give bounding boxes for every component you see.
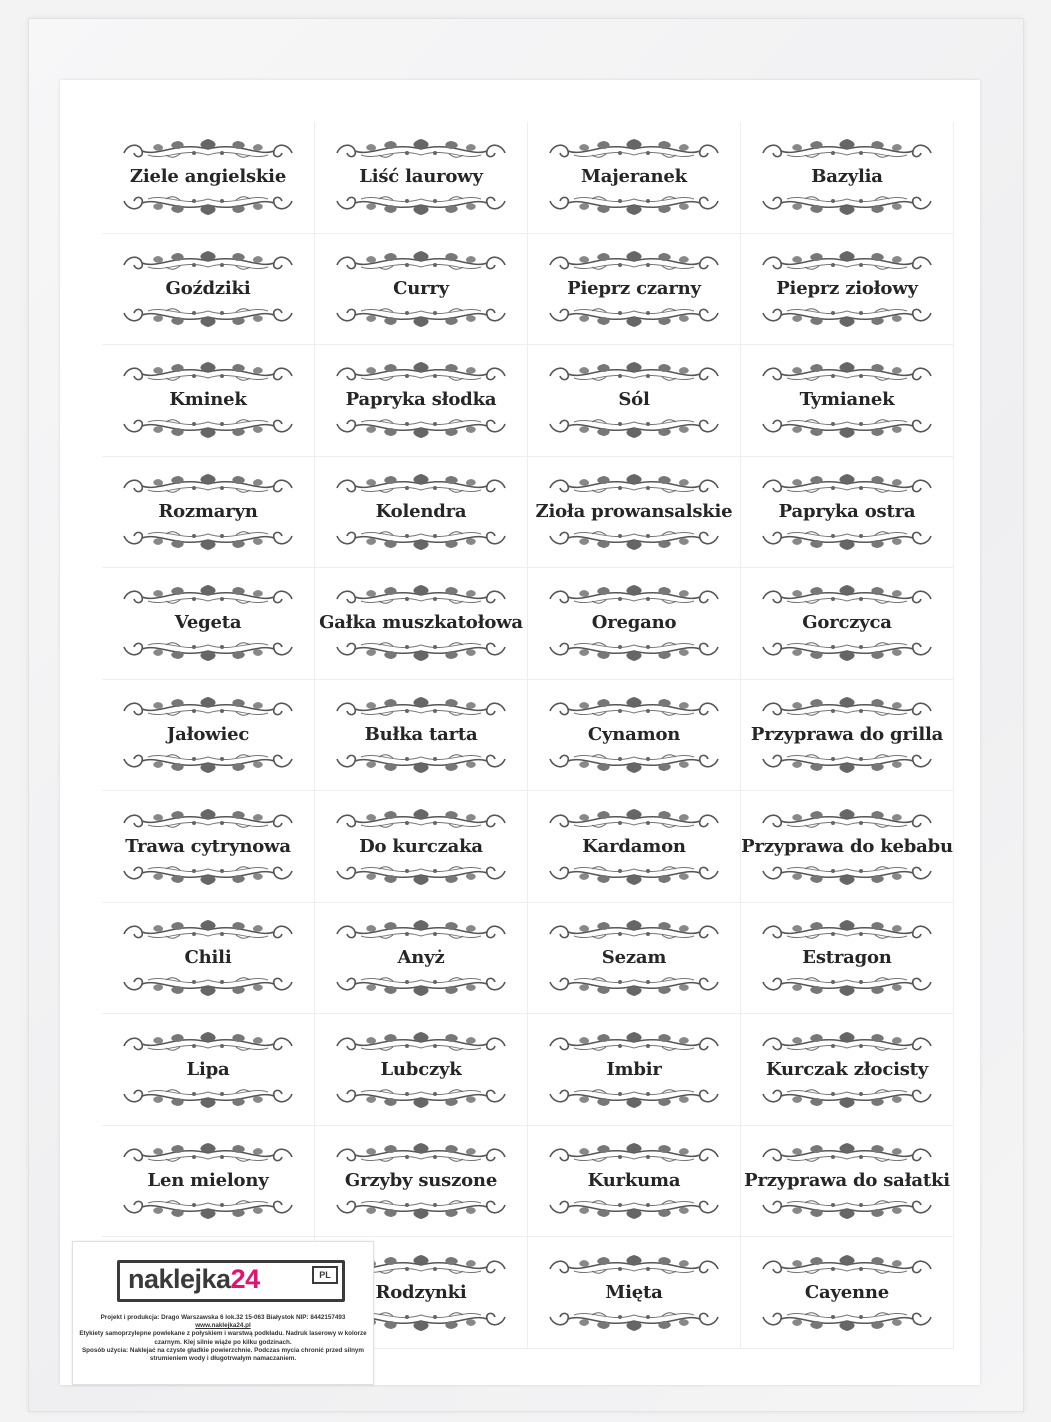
spice-label [102,457,315,569]
spice-name: Kolendra [375,500,467,522]
leaf-ornament-bottom [331,303,511,333]
leaf-ornament-top [544,468,724,498]
spice-label [102,568,315,680]
spice-name: Ziele angielskie [129,166,287,188]
leaf-ornament-top [544,691,724,721]
spice-label [741,457,954,569]
leaf-ornament-bottom [544,972,724,1002]
leaf-ornament-bottom [118,861,298,891]
card-description [79,1314,367,1363]
logo-number: 24 [230,1264,260,1294]
leaf-ornament-bottom [757,1307,937,1337]
leaf-ornament-bottom [757,303,937,333]
spice-name: Lipa [186,1058,230,1080]
leaf-ornament-bottom [118,749,298,779]
spice-label [528,1126,741,1238]
leaf-ornament-top [331,468,511,498]
spice-label [741,1237,954,1349]
spice-name: Grzyby suszone [344,1170,498,1192]
leaf-ornament-top [331,803,511,833]
spice-label [741,680,954,792]
leaf-ornament-bottom [757,861,937,891]
spice-label [315,234,528,346]
leaf-ornament-top [544,803,724,833]
spice-label [102,1126,315,1238]
spice-label [528,345,741,457]
leaf-ornament-top [544,1249,724,1279]
spice-name: Goździki [165,277,251,299]
spice-label [528,457,741,569]
spice-name: Sezam [601,947,667,969]
spice-label [315,791,528,903]
leaf-ornament-bottom [757,414,937,444]
spice-label [102,903,315,1015]
spice-label [315,457,528,569]
leaf-ornament-top [757,468,937,498]
spice-label [102,1014,315,1126]
spice-label [315,903,528,1015]
spice-name: Przyprawa do sałatki [744,1170,950,1192]
spice-label [741,903,954,1015]
spice-label [528,680,741,792]
leaf-ornament-top [331,245,511,275]
leaf-ornament-bottom [118,414,298,444]
leaf-ornament-bottom [544,414,724,444]
spice-name: Majeranek [581,166,687,188]
website-link[interactable]: www.naklejka24.pl [195,1322,251,1330]
spice-label [528,568,741,680]
leaf-ornament-top [544,1137,724,1167]
spice-name: Sól [618,389,650,411]
leaf-ornament-bottom [331,414,511,444]
leaf-ornament-top [118,914,298,944]
leaf-ornament-top [331,579,511,609]
spice-label [528,234,741,346]
leaf-ornament-top [118,468,298,498]
spice-name: Pieprz czarny [567,277,701,299]
spice-name: Rodzynki [375,1281,467,1303]
leaf-ornament-bottom [544,526,724,556]
leaf-ornament-top [118,803,298,833]
spice-label [315,122,528,234]
spice-label [315,568,528,680]
leaf-ornament-top [757,914,937,944]
leaf-ornament-bottom [544,749,724,779]
logo-word: naklejka [128,1264,231,1294]
leaf-ornament-bottom [331,191,511,221]
leaf-ornament-top [331,133,511,163]
spice-name: Kurczak złocisty [765,1058,929,1080]
leaf-ornament-bottom [757,637,937,667]
spice-label [741,122,954,234]
leaf-ornament-bottom [331,972,511,1002]
leaf-ornament-bottom [544,303,724,333]
brand-info-card [72,1241,374,1385]
leaf-ornament-bottom [118,972,298,1002]
spice-name: Kardamon [582,835,686,857]
leaf-ornament-top [544,1026,724,1056]
leaf-ornament-bottom [757,972,937,1002]
spice-name: Zioła prowansalskie [535,500,733,522]
leaf-ornament-top [331,1137,511,1167]
spice-label [102,791,315,903]
leaf-ornament-bottom [118,191,298,221]
spice-name: Cynamon [587,723,681,745]
leaf-ornament-top [757,356,937,386]
leaf-ornament-top [331,914,511,944]
leaf-ornament-bottom [118,1195,298,1225]
spice-label [315,345,528,457]
spice-label [528,903,741,1015]
spice-label [102,345,315,457]
label-grid [102,122,954,1349]
spice-label [102,234,315,346]
spice-name: Vegeta [174,612,242,634]
leaf-ornament-top [331,356,511,386]
spice-name: Jałowiec [166,723,250,745]
leaf-ornament-bottom [544,637,724,667]
spice-label [741,568,954,680]
leaf-ornament-top [757,133,937,163]
spice-name: Trawa cytrynowa [125,835,291,857]
leaf-ornament-top [757,245,937,275]
leaf-ornament-bottom [544,1084,724,1114]
spice-name: Len mielony [147,1170,269,1192]
spice-name: Cayenne [804,1281,890,1303]
spice-label [741,1014,954,1126]
leaf-ornament-bottom [118,526,298,556]
spice-label [315,680,528,792]
spice-label [315,1126,528,1238]
leaf-ornament-top [118,133,298,163]
leaf-ornament-bottom [544,861,724,891]
leaf-ornament-top [331,1026,511,1056]
leaf-ornament-top [757,579,937,609]
leaf-ornament-bottom [544,191,724,221]
leaf-ornament-bottom [331,861,511,891]
leaf-ornament-bottom [757,1084,937,1114]
leaf-ornament-bottom [331,1084,511,1114]
spice-name: Kminek [169,389,247,411]
spice-name: Bułka tarta [364,723,478,745]
leaf-ornament-top [544,356,724,386]
leaf-ornament-top [757,803,937,833]
spice-label [528,122,741,234]
leaf-ornament-bottom [544,1307,724,1337]
spice-label [741,791,954,903]
leaf-ornament-bottom [118,1084,298,1114]
spice-label [741,234,954,346]
spice-label [528,791,741,903]
naklejka24-logo [117,1260,345,1302]
leaf-ornament-bottom [331,526,511,556]
usage-instructions: Sposób użycia: Naklejać na czyste gładkie powierzchnie. Podczas mycia chronić przed silnym strumieniem wody i długotrwałym namaczaniem. [81,1346,365,1363]
spice-name: Przyprawa do kebabu [741,835,953,857]
spice-label [315,1014,528,1126]
leaf-ornament-top [544,245,724,275]
leaf-ornament-bottom [118,303,298,333]
leaf-ornament-top [544,914,724,944]
spice-label [102,680,315,792]
spice-name: Oregano [591,612,677,634]
leaf-ornament-top [757,1137,937,1167]
leaf-ornament-bottom [118,637,298,667]
spice-name: Papryka słodka [345,389,497,411]
spice-name: Chili [184,947,232,969]
spice-label [102,122,315,234]
spice-name: Tymianek [799,389,895,411]
spice-name: Liść laurowy [359,166,483,188]
spice-name: Lubczyk [380,1058,462,1080]
spice-name: Imbir [606,1058,662,1080]
producer-line: Projekt i produkcja: Drago Warszawska 6 lok.32 15-063 Białystok NIP: 8442157493 [100,1314,346,1321]
leaf-ornament-top [757,1026,937,1056]
leaf-ornament-bottom [757,1195,937,1225]
leaf-ornament-bottom [544,1195,724,1225]
spice-label [741,1126,954,1238]
logo-country-badge: PL [312,1266,338,1284]
spice-name: Kurkuma [587,1170,681,1192]
leaf-ornament-top [118,356,298,386]
leaf-ornament-bottom [757,526,937,556]
leaf-ornament-bottom [757,749,937,779]
spice-label [528,1237,741,1349]
leaf-ornament-bottom [331,749,511,779]
spice-name: Gałka muszkatołowa [319,612,523,634]
spice-name: Do kurczaka [359,835,483,857]
spice-name: Pieprz ziołowy [776,277,918,299]
spice-label [741,345,954,457]
leaf-ornament-bottom [331,1195,511,1225]
spice-name: Curry [393,277,449,299]
leaf-ornament-top [544,133,724,163]
leaf-ornament-top [118,1026,298,1056]
leaf-ornament-top [331,691,511,721]
leaf-ornament-top [544,579,724,609]
spice-name: Estragon [802,947,892,969]
leaf-ornament-top [118,1137,298,1167]
spice-name: Gorczyca [802,612,892,634]
spice-name: Anyż [397,947,445,969]
leaf-ornament-top [118,579,298,609]
leaf-ornament-bottom [331,637,511,667]
spice-name: Bazylia [811,166,883,188]
spice-label [528,1014,741,1126]
leaf-ornament-top [757,691,937,721]
spice-name: Mięta [605,1281,663,1303]
product-description: Etykiety samoprzylepne powlekane z połyskiem i warstwą podkładu. Nadruk laserowy w kolorze czarnym. Klej silnie wiąże po kilku godzinach. [79,1330,367,1346]
leaf-ornament-top [757,1249,937,1279]
leaf-ornament-top [118,245,298,275]
spice-name: Papryka ostra [778,500,916,522]
leaf-ornament-bottom [757,191,937,221]
leaf-ornament-top [118,691,298,721]
spice-name: Rozmaryn [158,500,258,522]
spice-name: Przyprawa do grilla [750,723,944,745]
